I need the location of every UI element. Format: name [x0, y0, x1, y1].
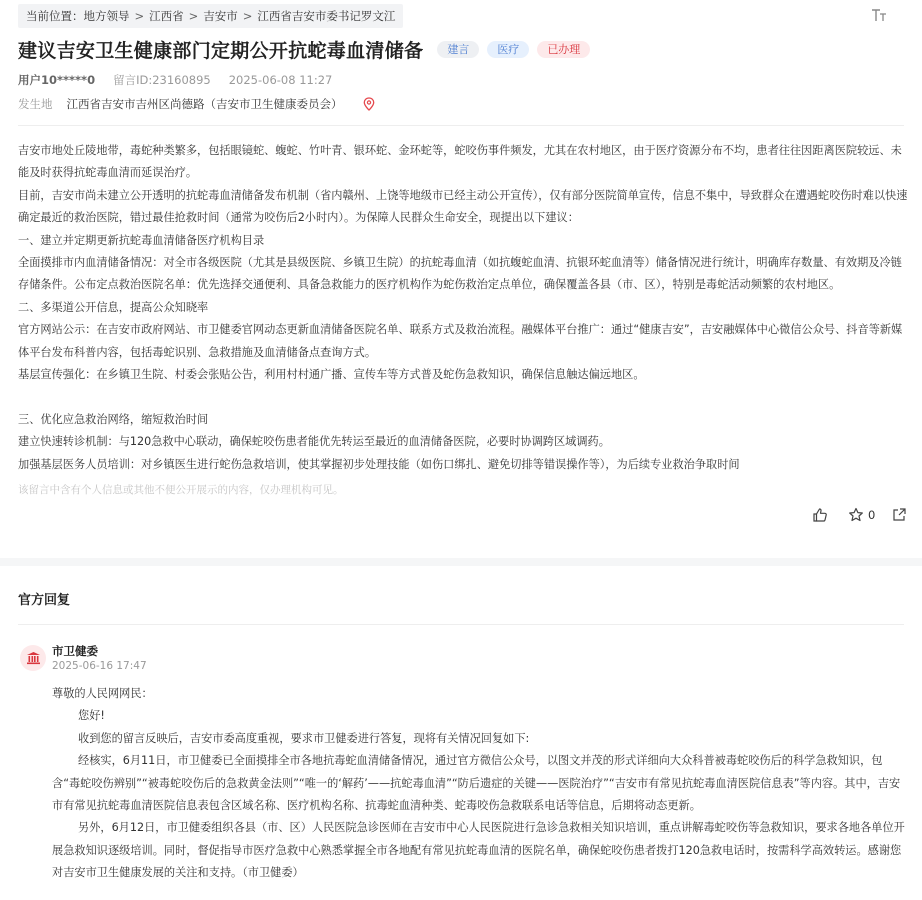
- content-paragraph: 目前，吉安市尚未建立公开透明的抗蛇毒血清储备发布机制（省内赣州、上饶等地级市已经主动公开宣传），仅有部分医院简单宣传，信息不集中，导致群众在遭遇蛇咬伤时难以快速确定最近的救治医院，错过最佳抢救时间（通常为咬伤后2小时内）。为保障人民群众生命安全，现提出以下建议：: [18, 188, 908, 225]
- star-icon[interactable]: [848, 507, 864, 523]
- tag-suggestion: 建言: [437, 41, 479, 58]
- location-label: 发生地: [18, 97, 53, 111]
- content-paragraph: 全面摸排市内血清储备情况：对全市各级医院（尤其是县级医院、乡镇卫生院）的抗蛇毒血清（如抗蝮蛇血清、抗银环蛇血清等）储备情况进行统计，明确库存数量、有效期及冷链存储条件。公布定点救治医院名单：优先选择交通便利、具备急救能力的医疗机构作为蛇伤救治定点单位，确保覆盖各县（市、区），特别是毒蛇活动频繁的农村地区。: [18, 256, 902, 292]
- reply-paragraph: 收到您的留言反映后，吉安市委高度重视，要求市卫健委进行答复，现将有关情况回复如下:: [78, 731, 530, 745]
- favorite-count: 0: [868, 508, 876, 522]
- message-actions: [812, 507, 907, 523]
- breadcrumb-separator: >: [134, 9, 145, 23]
- message-id: 留言ID:23160895: [113, 73, 211, 87]
- title-row: [18, 36, 590, 63]
- page-title: 建议吉安卫生健康部门定期公开抗蛇毒血清储备: [18, 40, 424, 62]
- reply-org-name: 市卫健委: [52, 644, 98, 658]
- content-paragraph: 建立快速转诊机制：与120急救中心联动，确保蛇咬伤患者能优先转运至最近的血清储备医院，必要时协调跨区域调药。: [18, 435, 610, 449]
- privacy-notice: 该留言中含有个人信息或其他不便公开展示的内容，仅办理机构可见。: [18, 484, 344, 496]
- reply-salutation: 尊敬的人民网网民：: [52, 687, 153, 700]
- location-text: 江西省吉安市吉州区尚德路（吉安市卫生健康委员会）: [66, 97, 343, 111]
- divider: [18, 624, 904, 625]
- breadcrumb-link-city[interactable]: 吉安市: [203, 9, 238, 23]
- breadcrumb-link-province[interactable]: 江西省: [149, 9, 184, 23]
- section-separator: [0, 558, 922, 566]
- avatar: [20, 645, 46, 671]
- font-size-icon[interactable]: [870, 6, 888, 24]
- breadcrumb: [18, 4, 403, 28]
- content-spacer: [18, 386, 910, 408]
- message-meta: [18, 72, 350, 88]
- government-building-icon: [26, 651, 41, 665]
- breadcrumb-link-leader[interactable]: 江西省吉安市委书记罗文江: [257, 9, 396, 23]
- breadcrumb-separator: >: [242, 9, 253, 23]
- divider: [18, 125, 904, 126]
- breadcrumb-link-local-leaders[interactable]: 地方领导: [83, 9, 130, 23]
- message-content: [18, 140, 910, 476]
- breadcrumb-separator: >: [188, 9, 199, 23]
- share-icon[interactable]: [891, 507, 907, 523]
- user-name: 用户10*****0: [18, 73, 96, 87]
- message-datetime: 2025-06-08 11:27: [228, 73, 333, 87]
- reply-paragraph: 您好!: [78, 709, 105, 723]
- reply-datetime: 2025-06-16 17:47: [52, 660, 147, 672]
- status-badge: 已办理: [537, 41, 590, 58]
- content-paragraph: 官方网站公示：在吉安市政府网站、市卫健委官网动态更新血清储备医院名单、联系方式及救治流程。融媒体平台推广：通过“健康吉安”，吉安融媒体中心微信公众号、抖音等新媒体平台发布科普内容，包括毒蛇识别、急救措施及血清储备点查询方式。: [18, 323, 903, 359]
- reply-body: [52, 683, 910, 885]
- reply-paragraph: 经核实，6月11日，市卫健委已全面摸排全市各地抗毒蛇血清储备情况，通过官方微信公众号，以图文并茂的形式详细向大众科普被毒蛇咬伤后的科学急救知识，包含“毒蛇咬伤辨别”“被毒蛇咬伤后的急救黄金法则”“唯一的‘解药’——抗蛇毒血清”“防后遗症的关键——医院治疗”“吉安市有常见抗蛇毒血清医院信息表”等内容。其中，吉安市有常见抗蛇毒血清医院信息表包含区域名称、医疗机构名称、抗毒蛇血清种类、蛇毒咬伤急救联系电话等信息，后期将动态更新。: [52, 754, 901, 813]
- content-heading: 三、优化应急救治网络，缩短救治时间: [18, 412, 209, 426]
- location-row: [18, 96, 375, 112]
- reply-paragraph: 另外，6月12日，市卫健委组织各县（市、区）人民医院急诊医师在吉安市中心人民医院进行急诊急救相关知识培训，重点讲解毒蛇咬伤等急救知识，要求各地各单位开展急救知识逐级培训。同时，督促指导市医疗急救中心熟悉掌握全市各地配有常见抗蛇毒血清的医院名单，确保蛇咬伤患者拨打120急救电话时，按需科学高效转运。感谢您对吉安市卫生健康发展的关注和支持。（市卫健委）: [52, 821, 905, 880]
- reply-section-title: 官方回复: [18, 593, 71, 608]
- tag-medical: 医疗: [487, 41, 529, 58]
- thumbs-up-icon[interactable]: [812, 507, 828, 523]
- content-paragraph: 加强基层医务人员培训：对乡镇医生进行蛇伤急救培训，使其掌握初步处理技能（如伤口绑扎、避免切排等错误操作等），为后续专业救治争取时间: [18, 457, 740, 471]
- content-heading: 二、多渠道公开信息，提高公众知晓率: [18, 300, 209, 314]
- breadcrumb-label: 当前位置：: [26, 9, 84, 23]
- map-pin-icon[interactable]: [363, 97, 375, 111]
- content-paragraph: 基层宣传强化：在乡镇卫生院、村委会张贴公告，利用村村通广播、宣传车等方式普及蛇伤急救知识，确保信息触达偏远地区。: [18, 368, 645, 382]
- content-heading: 一、建立并定期更新抗蛇毒血清储备医疗机构目录: [18, 233, 265, 247]
- content-paragraph: 吉安市地处丘陵地带，毒蛇种类繁多，包括眼镜蛇、蝮蛇、竹叶青、银环蛇、金环蛇等，蛇咬伤事件频发，尤其在农村地区，由于医疗资源分布不均，患者往往因距离医院较远、未能及时获得抗蛇毒血清而延误治疗。: [18, 144, 902, 180]
